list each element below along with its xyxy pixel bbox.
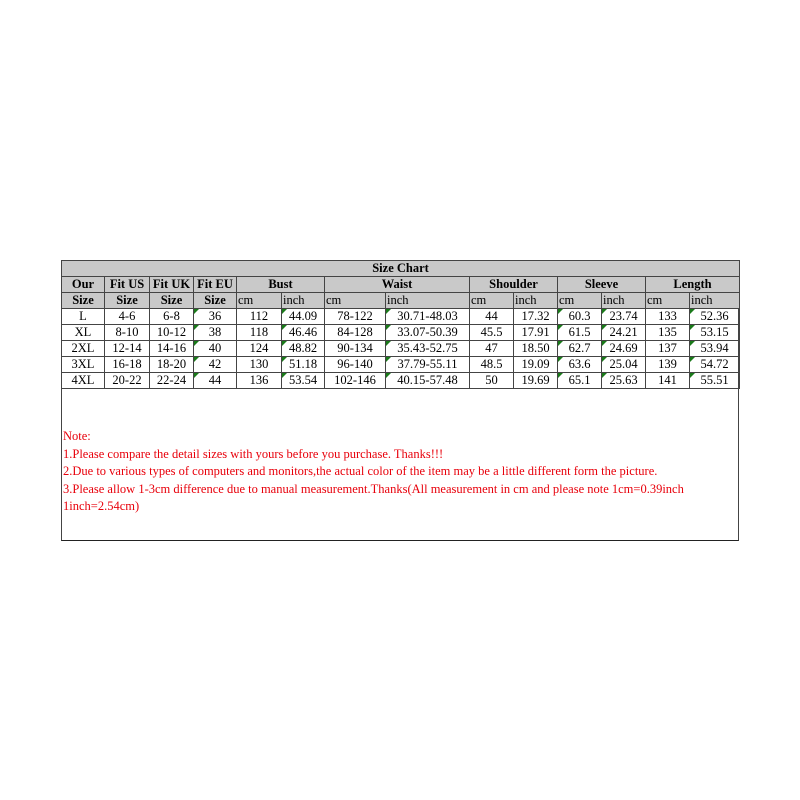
cell-sleeve-inch: 24.69 — [602, 341, 646, 357]
cell-waist-inch: 40.15-57.48 — [386, 373, 470, 389]
cell-fit-eu: 42 — [194, 357, 237, 373]
cell-fit-uk: 14-16 — [150, 341, 194, 357]
cell-length-inch: 53.15 — [690, 325, 740, 341]
cell-length-cm: 139 — [646, 357, 690, 373]
header-length: Length — [646, 277, 740, 293]
note-item: 3.Please allow 1-3cm difference due to manual measurement.Thanks(All measurement in cm and please note 1cm=0.39inch 1inch=2.54cm) — [63, 481, 684, 513]
cell-sleeve-inch: 25.63 — [602, 373, 646, 389]
cell-length-inch: 52.36 — [690, 309, 740, 325]
cell-fit-us: 20-22 — [105, 373, 150, 389]
header-shoulder-inch: inch — [514, 293, 558, 309]
cell-fit-us: 4-6 — [105, 309, 150, 325]
header-fit-uk: Fit UK — [150, 277, 194, 293]
cell-fit-eu: 44 — [194, 373, 237, 389]
cell-shoulder-cm: 50 — [470, 373, 514, 389]
cell-fit-uk: 18-20 — [150, 357, 194, 373]
cell-length-cm: 133 — [646, 309, 690, 325]
header-shoulder: Shoulder — [470, 277, 558, 293]
cell-waist-cm: 96-140 — [325, 357, 386, 373]
cell-length-inch: 54.72 — [690, 357, 740, 373]
cell-waist-inch: 37.79-55.11 — [386, 357, 470, 373]
cell-sleeve-cm: 61.5 — [558, 325, 602, 341]
note-item: 2.Due to various types of computers and monitors,the actual color of the item may be a little different form the picture. — [63, 464, 658, 478]
cell-fit-us: 12-14 — [105, 341, 150, 357]
cell-length-inch: 53.94 — [690, 341, 740, 357]
notes-heading: Note: — [63, 429, 91, 443]
cell-our-size: L — [62, 309, 105, 325]
cell-length-inch: 55.51 — [690, 373, 740, 389]
cell-waist-inch: 33.07-50.39 — [386, 325, 470, 341]
cell-sleeve-inch: 23.74 — [602, 309, 646, 325]
cell-shoulder-inch: 17.91 — [514, 325, 558, 341]
header-bust: Bust — [237, 277, 325, 293]
cell-length-cm: 141 — [646, 373, 690, 389]
header-length-cm: cm — [646, 293, 690, 309]
header-shoulder-cm: cm — [470, 293, 514, 309]
header-fit-eu-sub: Size — [194, 293, 237, 309]
header-waist-cm: cm — [325, 293, 386, 309]
cell-fit-us: 16-18 — [105, 357, 150, 373]
header-waist-inch: inch — [386, 293, 470, 309]
cell-bust-cm: 136 — [237, 373, 282, 389]
cell-bust-inch: 46.46 — [282, 325, 325, 341]
cell-sleeve-inch: 25.04 — [602, 357, 646, 373]
cell-bust-cm: 118 — [237, 325, 282, 341]
cell-bust-inch: 44.09 — [282, 309, 325, 325]
header-bust-cm: cm — [237, 293, 282, 309]
table-row — [62, 341, 740, 357]
cell-fit-eu: 40 — [194, 341, 237, 357]
cell-waist-cm: 102-146 — [325, 373, 386, 389]
note-item: 1.Please compare the detail sizes with yours before you purchase. Thanks!!! — [63, 446, 444, 461]
cell-shoulder-inch: 17.32 — [514, 309, 558, 325]
header-waist: Waist — [325, 277, 470, 293]
cell-bust-cm: 130 — [237, 357, 282, 373]
cell-bust-inch: 53.54 — [282, 373, 325, 389]
cell-our-size: XL — [62, 325, 105, 341]
cell-our-size: 2XL — [62, 341, 105, 357]
size-chart-sheet — [61, 260, 739, 541]
cell-waist-cm: 78-122 — [325, 309, 386, 325]
cell-fit-uk: 6-8 — [150, 309, 194, 325]
cell-length-cm: 137 — [646, 341, 690, 357]
cell-bust-inch: 48.82 — [282, 341, 325, 357]
cell-shoulder-cm: 48.5 — [470, 357, 514, 373]
header-sleeve: Sleeve — [558, 277, 646, 293]
cell-fit-uk: 22-24 — [150, 373, 194, 389]
header-bust-inch: inch — [282, 293, 325, 309]
table-title: Size Chart — [62, 261, 740, 277]
cell-length-cm: 135 — [646, 325, 690, 341]
cell-sleeve-cm: 62.7 — [558, 341, 602, 357]
cell-our-size: 4XL — [62, 373, 105, 389]
cell-bust-cm: 112 — [237, 309, 282, 325]
cell-waist-inch: 35.43-52.75 — [386, 341, 470, 357]
header-length-inch: inch — [690, 293, 740, 309]
size-chart-table — [61, 260, 740, 389]
table-row — [62, 325, 740, 341]
cell-waist-inch: 30.71-48.03 — [386, 309, 470, 325]
cell-sleeve-inch: 24.21 — [602, 325, 646, 341]
cell-shoulder-inch: 19.69 — [514, 373, 558, 389]
header-sleeve-inch: inch — [602, 293, 646, 309]
cell-shoulder-cm: 45.5 — [470, 325, 514, 341]
table-row — [62, 309, 740, 325]
header-our-size: Our — [62, 277, 105, 293]
cell-fit-eu: 38 — [194, 325, 237, 341]
cell-shoulder-cm: 44 — [470, 309, 514, 325]
cell-our-size: 3XL — [62, 357, 105, 373]
header-our-size-sub: Size — [62, 293, 105, 309]
cell-bust-inch: 51.18 — [282, 357, 325, 373]
cell-sleeve-cm: 60.3 — [558, 309, 602, 325]
cell-fit-us: 8-10 — [105, 325, 150, 341]
header-fit-us: Fit US — [105, 277, 150, 293]
cell-fit-eu: 36 — [194, 309, 237, 325]
header-fit-us-sub: Size — [105, 293, 150, 309]
header-fit-eu: Fit EU — [194, 277, 237, 293]
cell-shoulder-inch: 18.50 — [514, 341, 558, 357]
cell-waist-cm: 90-134 — [325, 341, 386, 357]
notes-section — [63, 428, 735, 516]
cell-shoulder-inch: 19.09 — [514, 357, 558, 373]
cell-sleeve-cm: 63.6 — [558, 357, 602, 373]
cell-fit-uk: 10-12 — [150, 325, 194, 341]
cell-shoulder-cm: 47 — [470, 341, 514, 357]
cell-sleeve-cm: 65.1 — [558, 373, 602, 389]
table-row — [62, 357, 740, 373]
cell-bust-cm: 124 — [237, 341, 282, 357]
header-sleeve-cm: cm — [558, 293, 602, 309]
cell-waist-cm: 84-128 — [325, 325, 386, 341]
table-row — [62, 373, 740, 389]
header-fit-uk-sub: Size — [150, 293, 194, 309]
